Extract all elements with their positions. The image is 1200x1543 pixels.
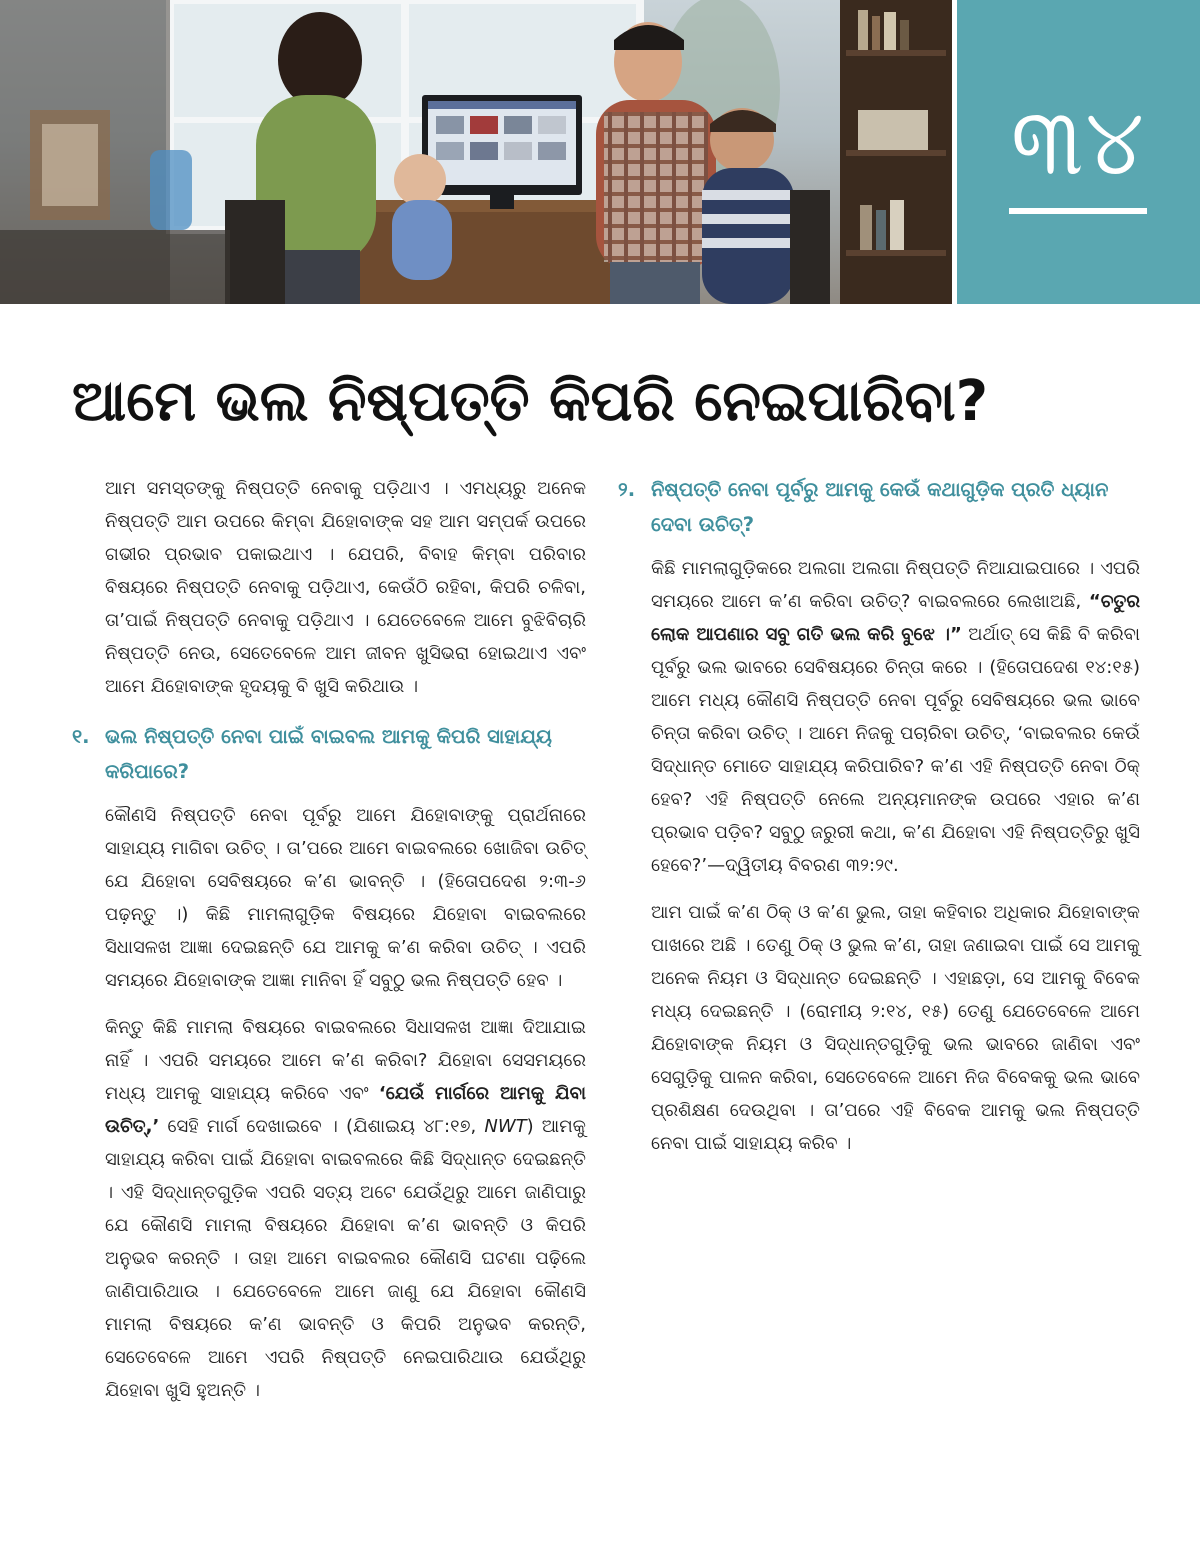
lesson-number-box xyxy=(957,0,1200,304)
section-2-number: ୨. xyxy=(618,478,636,501)
section-2-p1-text-b: ଅର୍ଥାତ୍‌ ସେ କିଛି ବି କରିବା ପୂର୍ବରୁ ଭଲ ଭାବରେ ସେବିଷୟରେ ଚିନ୍ତା କରେ । (ହିତୋପଦେଶ ୧୪:୧୫) ଆମେ ମଧ୍ୟ କୌଣସି ନିଷ୍ପତ୍ତି ନେବା ପୂର୍ବରୁ ସେବିଷୟରେ ଭଲ ଭାବେ ଚିନ୍ତା କରିବା ଉଚିତ୍‌ । ଆମେ ନିଜକୁ ପଚାରିବା ଉଚିତ୍‌, ‘ବାଇବଲର କେଉଁ ସିଦ୍ଧାନ୍ତ ମୋତେ ସାହାଯ୍ୟ କରିପାରିବ? କ’ଣ ଏହି ନିଷ୍ପତ୍ତି ନେବା ଠିକ୍‌ ହେବ? ଏହି ନିଷ୍ପତ୍ତି ନେଲେ ଅନ୍ୟମାନଙ୍କ ଉପରେ ଏହାର କ’ଣ ପ୍ରଭାବ ପଡ଼ିବ? ସବୁଠୁ ଜରୁରୀ କଥା, କ’ଣ ଯିହୋବା ଏହି ନିଷ୍ପତ୍ତିରୁ ଖୁସି ହେବେ?’—ଦ୍ୱିତୀୟ ବିବରଣ ୩୨:୨୯. xyxy=(651,624,1140,876)
intro-paragraph: ଆମ ସମସ୍ତଙ୍କୁ ନିଷ୍ପତ୍ତି ନେବାକୁ ପଡ଼ିଥାଏ । ଏମଧ୍ୟରୁ ଅନେକ ନିଷ୍ପତ୍ତି ଆମ ଉପରେ କିମ୍ବା ଯିହୋବାଙ୍କ ସହ ଆମ ସମ୍ପର୍କ ଉପରେ ଗଭୀର ପ୍ରଭାବ ପକାଇଥାଏ । ଯେପରି, ବିବାହ କିମ୍ବା ପରିବାର ବିଷୟରେ ନିଷ୍ପତ୍ତି ନେବାକୁ ପଡ଼ିଥାଏ, କେଉଁଠି ରହିବା, କିପରି ଚଳିବା, ତା’ପାଇଁ ନିଷ୍ପତ୍ତି ନେବାକୁ ପଡ଼ିଥାଏ । ଯେତେବେଳେ ଆମେ ବୁଝିବିଚାରି ନିଷ୍ପତ୍ତି ନେଉ, ସେତେବେଳେ ଆମ ଜୀବନ ଖୁସିଭରା ହୋଇଥାଏ ଏବଂ ଆମେ ଯିହୋବାଙ୍କ ହୃଦୟକୁ ବି ଖୁସି କରିଥାଉ । xyxy=(105,478,586,697)
section-2-question: ନିଷ୍ପତ୍ତି ନେବା ପୂର୍ବରୁ ଆମକୁ କେଉଁ କଥାଗୁଡ଼ିକ ପ୍ରତି ଧ୍ୟାନ ଦେବା ଉଚିତ୍‌? xyxy=(651,478,1109,536)
section-1-paragraph-1: କୌଣସି ନିଷ୍ପତ୍ତି ନେବା ପୂର୍ବରୁ ଆମେ ଯିହୋବାଙ୍କୁ ପ୍ରାର୍ଥନାରେ ସାହାଯ୍ୟ ମାଗିବା ଉଚିତ୍‌ । ତା’ପରେ ଆମେ ବାଇବଲରେ ଖୋଜିବା ଉଚିତ୍‌ ଯେ ଯିହୋବା ସେବିଷୟରେ କ’ଣ ଭାବନ୍ତି । (ହିତୋପଦେଶ ୨:୩-୬ ପଢ଼ନ୍ତୁ ।) କିଛି ମାମଲାଗୁଡ଼ିକ ବିଷୟରେ ଯିହୋବା ବାଇବଲରେ ସିଧାସଳଖ ଆଜ୍ଞା ଦେଇଛନ୍ତି ଯେ ଆମକୁ କ’ଣ କରିବା ଉଚିତ୍‌ । ଏପରି ସମୟରେ ଯିହୋବାଙ୍କ ଆଜ୍ଞା ମାନିବା ହିଁ ସବୁଠୁ ଭଲ ନିଷ୍ପତ୍ତି ହେବ । xyxy=(105,805,586,991)
section-2-p1-text-a: କିଛି ମାମଲାଗୁଡ଼ିକରେ ଅଲଗା ଅଲଗା ନିଷ୍ପତ୍ତି ନିଆଯାଇପାରେ । ଏପରି ସମୟରେ ଆମେ କ’ଣ କରିବା ଉଚିତ୍‌? ବାଇବଲରେ ଲେଖାଅଛି, xyxy=(651,558,1140,612)
right-column xyxy=(618,472,1140,1174)
family-at-computer-illustration xyxy=(0,0,952,304)
section-1-p2-text-b: ସେହି ମାର୍ଗ ଦେଖାଇବେ । (ଯିଶାଇୟ ୪୮:୧୭, xyxy=(159,1116,485,1137)
section-1-number: ୧. xyxy=(72,725,90,748)
section-1-question: ଭଲ ନିଷ୍ପତ୍ତି ନେବା ପାଇଁ ବାଇବଲ ଆମକୁ କିପରି ସାହାଯ୍ୟ କରିପାରେ? xyxy=(105,725,552,783)
section-2-paragraph-1 xyxy=(651,552,1140,882)
section-1-heading xyxy=(72,719,586,789)
left-column xyxy=(72,472,586,1421)
lesson-number: ୩୪ xyxy=(1010,89,1147,196)
section-2-heading xyxy=(618,472,1140,542)
section-1-p2-text-a: କିନ୍ତୁ କିଛି ମାମଲା ବିଷୟରେ ବାଇବଲରେ ସିଧାସଳଖ ଆଜ୍ଞା ଦିଆଯାଇ ନାହିଁ । ଏପରି ସମୟରେ ଆମେ କ’ଣ କରିବା? ଯିହୋବା ସେସମୟରେ ମଧ୍ୟ ଆମକୁ ସାହାଯ୍ୟ କରିବେ ଏବଂ xyxy=(105,1017,586,1104)
page-title: ଆମେ ଭଲ ନିଷ୍ପତ୍ତି କିପରି ନେଇପାରିବା? xyxy=(72,369,989,434)
section-1-p2-text-c: ) ଆମକୁ ସାହାଯ୍ୟ କରିବା ପାଇଁ ଯିହୋବା ବାଇବଲରେ କିଛି ସିଦ୍ଧାନ୍ତ ଦେଇଛନ୍ତି । ଏହି ସିଦ୍ଧାନ୍ତଗୁଡ଼ିକ ଏପରି ସତ୍ୟ ଅଟେ ଯେଉଁଥିରୁ ଆମେ ଜାଣିପାରୁ ଯେ କୌଣସି ମାମଲା ବିଷୟରେ ଯିହୋବା କ’ଣ ଭାବନ୍ତି ଓ କିପରି ଅନୁଭବ କରନ୍ତି । ତାହା ଆମେ ବାଇବଲର କୌଣସି ଘଟଣା ପଢ଼ିଲେ ଜାଣିପାରିଥାଉ । ଯେତେବେଳେ ଆମେ ଜାଣୁ ଯେ ଯିହୋବା କୌଣସି ମାମଲା ବିଷୟରେ କ’ଣ ଭାବନ୍ତି ଓ କିପରି ଅନୁଭବ କରନ୍ତି, ସେତେବେଳେ ଆମେ ଏପରି ନିଷ୍ପତ୍ତି ନେଇପାରିଥାଉ ଯେଉଁଥିରୁ ଯିହୋବା ଖୁସି ହୁଅନ୍ତି । xyxy=(105,1116,586,1401)
header-photo xyxy=(0,0,952,304)
section-2-paragraph-2: ଆମ ପାଇଁ କ’ଣ ଠିକ୍‌ ଓ କ’ଣ ଭୁଲ, ତାହା କହିବାର ଅଧିକାର ଯିହୋବାଙ୍କ ପାଖରେ ଅଛି । ତେଣୁ ଠିକ୍‌ ଓ ଭୁଲ କ’ଣ, ତାହା ଜଣାଇବା ପାଇଁ ସେ ଆମକୁ ଅନେକ ନିୟମ ଓ ସିଦ୍ଧାନ୍ତ ଦେଇଛନ୍ତି । ଏହାଛଡ଼ା, ସେ ଆମକୁ ବିବେକ ମଧ୍ୟ ଦେଇଛନ୍ତି । (ରୋମୀୟ ୨:୧୪, ୧୫) ତେଣୁ ଯେତେବେଳେ ଆମେ ଯିହୋବାଙ୍କ ନିୟମ ଓ ସିଦ୍ଧାନ୍ତଗୁଡ଼ିକୁ ଭଲ ଭାବରେ ଜାଣିବା ଏବଂ ସେଗୁଡ଼ିକୁ ପାଳନ କରିବା, ସେତେବେଳେ ଆମେ ନିଜ ବିବେକକୁ ଭଲ ଭାବେ ପ୍ରଶିକ୍ଷଣ ଦେଉଥିବା । ତା’ପରେ ଏହି ବିବେକ ଆମକୁ ଭଲ ନିଷ୍ପତ୍ତି ନେବା ପାଇଁ ସାହାଯ୍ୟ କରିବ । xyxy=(651,902,1140,1154)
section-2-p1-quote: “ଚତୁର ଲୋକ ଆପଣାର ସବୁ ଗତି ଭଲ କରି ବୁଝେ ।” xyxy=(651,591,1140,645)
section-1-p2-citation-nwt: NWT xyxy=(484,1116,527,1137)
section-1-p2-quote: ‘ଯେଉଁ ମାର୍ଗରେ ଆମକୁ ଯିବା ଉଚିତ୍‌,’ xyxy=(105,1083,586,1137)
lesson-number-underline xyxy=(1009,208,1147,214)
section-1-paragraph-2 xyxy=(105,1011,586,1407)
